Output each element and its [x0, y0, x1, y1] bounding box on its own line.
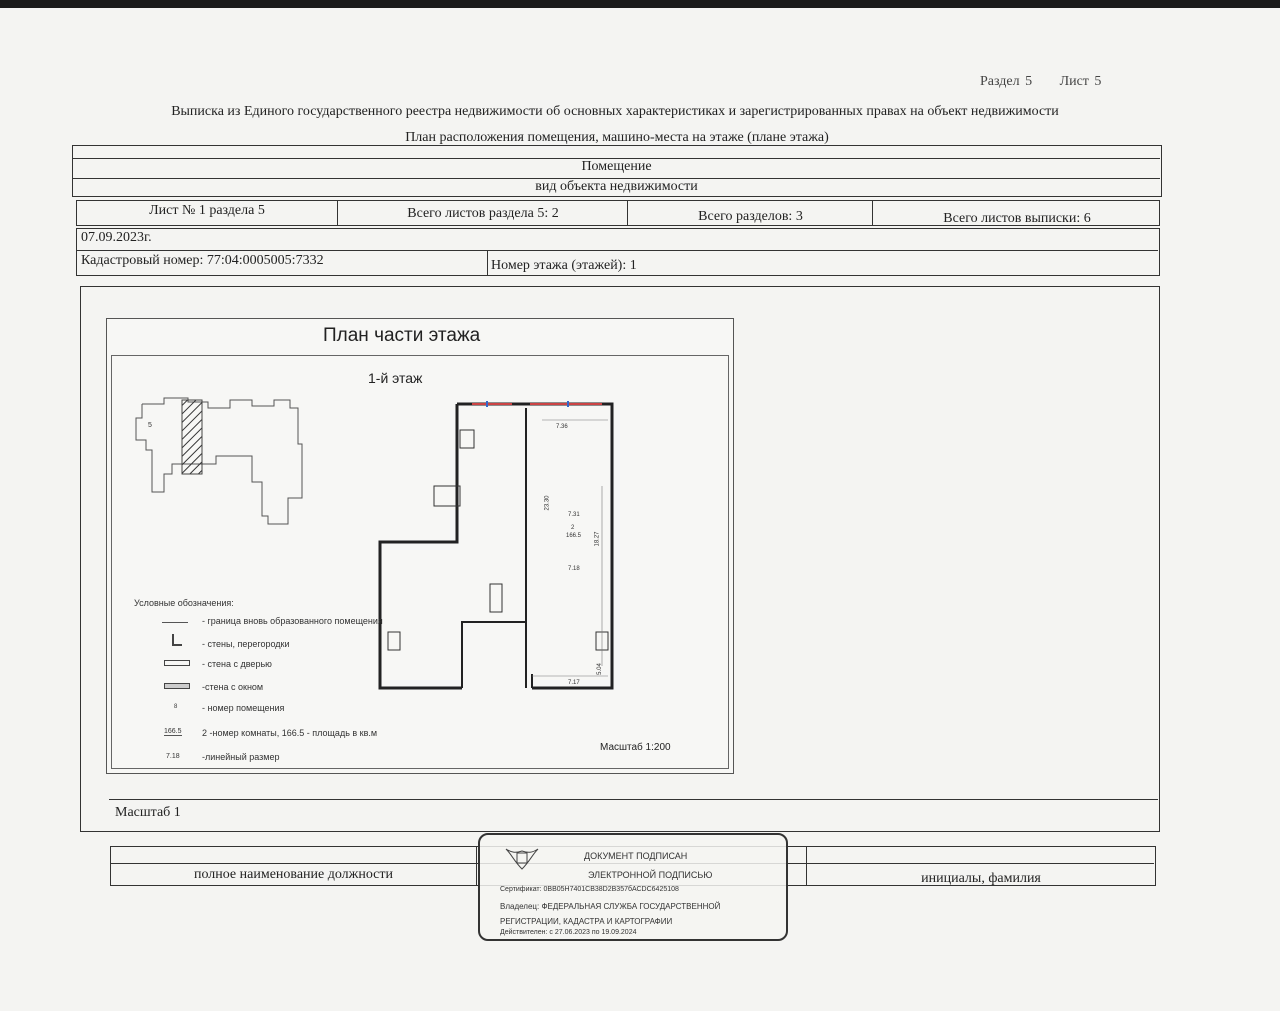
cadastral-table — [76, 228, 1160, 276]
window-marks — [472, 401, 602, 407]
legend-title: Условные обозначения: — [134, 598, 234, 608]
object-type-caption: вид объекта недвижимости — [535, 179, 698, 194]
room-number: 2 — [571, 525, 575, 531]
document-subtitle: План расположения помещения, машино-места на этаже (плане этажа) — [405, 130, 829, 145]
sheet-label: Лист 5 — [1059, 74, 1102, 89]
extract-sheets-total: Всего листов выписки: 6 — [943, 211, 1091, 226]
electronic-signature-stamp — [478, 833, 788, 941]
legend-item-room-area: 2 -номер комнаты, 166.5 - площадь в кв.м — [202, 728, 378, 738]
object-type-table — [72, 145, 1162, 197]
dim-top-width: 7.36 — [556, 424, 568, 430]
dim-small-length: 5.04 — [596, 663, 603, 675]
legend-item-window: -стена с окном — [202, 682, 264, 692]
sheets-row — [76, 200, 1160, 226]
dimension-lines — [532, 420, 608, 676]
plan-scale: Масштаб 1:200 — [600, 742, 671, 753]
legend-item-walls: - стены, перегородки — [202, 639, 290, 649]
room-area: 166.5 — [566, 533, 582, 539]
extract-date: 07.09.2023г. — [81, 230, 152, 245]
section-sheet-label — [980, 74, 1101, 90]
plan-title: План части этажа — [323, 325, 481, 346]
object-type-value: Помещение — [581, 159, 652, 174]
scale-row: Масштаб 1 — [115, 805, 181, 820]
section-label: Раздел 5 — [980, 74, 1033, 89]
name-caption: инициалы, фамилия — [921, 871, 1041, 886]
document-title: Выписка из Единого государственного реестра недвижимости об основных характеристиках и зарегистрированных правах на объект недвижимости — [171, 104, 1059, 119]
legend-item-door: - стена с дверью — [202, 659, 272, 669]
legend-item-boundary: - граница вновь образованного помещения — [202, 616, 383, 626]
key-plan-sketch — [136, 398, 302, 524]
legend-sample-dim: 7.18 — [166, 753, 180, 760]
position-caption: полное наименование должности — [193, 867, 394, 882]
sheet-number: Лист № 1 раздела 5 — [149, 203, 265, 218]
legend-item-linear-dim: -линейный размер — [202, 752, 280, 762]
cadastral-number: Кадастровый номер: 77:04:0005005:7332 — [81, 253, 324, 268]
key-plan-mark: 5 — [148, 422, 152, 429]
dim-bottom-width: 7.17 — [568, 680, 580, 686]
legend-sample-door — [164, 660, 190, 666]
stamp-certificate: Сертификат: 0ВВ05Н7401СВ38D2B357бАСDC6425108 — [500, 886, 679, 893]
dim-mid-width-1: 7.31 — [568, 512, 580, 518]
dim-right-length: 18.27 — [594, 531, 601, 547]
legend-sample-boundary — [162, 622, 188, 623]
legend-sample-room-no: 8 — [174, 704, 178, 710]
legend-item-room-no: - номер помещения — [202, 703, 285, 713]
stamp-validity: Действителен: с 27.06.2023 по 19.09.2024 — [500, 929, 637, 936]
dim-left-length: 23.30 — [544, 495, 551, 511]
sanitary-fixtures — [388, 430, 608, 650]
stamp-title-line1: ДОКУМЕНТ ПОДПИСАН — [584, 851, 688, 861]
stamp-title-line2: ЭЛЕКТРОННОЙ ПОДПИСЬЮ — [588, 870, 713, 880]
legend-sample-area: 166.5 — [164, 728, 182, 735]
legend-sample-window — [164, 683, 190, 689]
section-sheets-total: Всего листов раздела 5: 2 — [407, 206, 559, 221]
scan-top-edge — [0, 0, 1280, 8]
floor-label: 1-й этаж — [368, 370, 423, 386]
legend-sample-wall — [172, 634, 182, 646]
dim-mid-width-2: 7.18 — [568, 566, 580, 572]
plan-inner-frame — [111, 355, 729, 769]
premises-outline — [380, 404, 612, 688]
floor-plan-figure — [106, 318, 734, 774]
emblem-icon — [502, 845, 542, 873]
floor-number: Номер этажа (этажей): 1 — [491, 258, 637, 273]
stamp-owner-line2: РЕГИСТРАЦИИ, КАДАСТРА И КАРТОГРАФИИ — [500, 917, 673, 926]
stamp-owner-line1: Владелец: ФЕДЕРАЛЬНАЯ СЛУЖБА ГОСУДАРСТВЕННОЙ — [500, 902, 721, 911]
sections-total: Всего разделов: 3 — [698, 209, 803, 224]
